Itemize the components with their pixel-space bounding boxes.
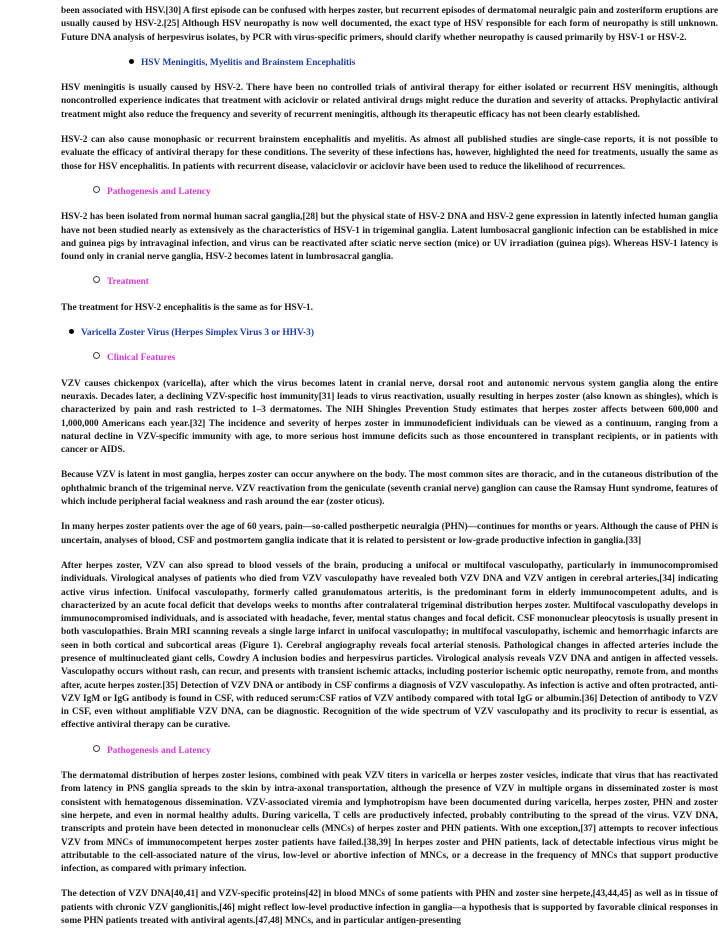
heading-vzv xyxy=(61,327,718,340)
heading-hsv-meningitis xyxy=(61,57,718,70)
heading-treatment xyxy=(61,276,718,289)
heading-text: Varicella Zoster Virus (Herpes Simplex Virus 3 or HHV-3) xyxy=(81,328,314,339)
paragraph-hsv-meningitis: HSV meningitis is usually caused by HSV-2. There have been no controlled trials of antiviral therapy for either isolated or recurrent HSV meningitis, although noncontrolled experience indicates that treatment with aciclovir or related antiviral drugs might reduce the duration and severity of attacks. Prophylactic antiviral treatment might also reduce the frequency and severity of recurrent meningitis, although its therapeutic efficacy has not been clearly established. xyxy=(61,83,718,120)
paragraph-hsv-neuropathy: been associated with HSV.[30] A first episode can be confused with herpes zoster, but recurrent episodes of dermatomal neuralgic pain and zosteriform eruptions are usually caused by HSV-2.[25] Although HSV neuropathy is now well documented, the exact type of HSV responsible for each form of neuropathy is still unknown. Future DNA analysis of herpesvirus isolates, by PCR with virus-specific primers, should clarify whether neuropathy is caused primarily by HSV-1 or HSV-2. xyxy=(61,6,718,43)
paragraph-vzv-dna-detection: The detection of VZV DNA[40,41] and VZV-specific proteins[42] in blood MNCs of some patients with PHN and zoster sine herpete,[43,44,45] as well as in tissue of patients with chronic VZV ganglionitis,[46] might reflect low-level productive infection in ganglia—a hypothesis that is supported by favorable clinical responses in some PHN patients treated with antiviral agents.[47,48] MNCs, and in particular antigen-presenting xyxy=(61,889,718,927)
paragraph-hsv-latency: HSV-2 has been isolated from normal human sacral ganglia,[28] but the physical state of HSV-2 DNA and HSV-2 gene expression in latently infected human ganglia have not been studied nearly as extensively as the characteristics of HSV-1 in trigeminal ganglia. Latent lumbosacral ganglionic infection can be established in mice and guinea pigs by intravaginal infection, and virus can be reactivated after sciatic nerve section (mice) or UV irradiation (guinea pigs). Whereas HSV-1 latency is found only in cranial nerve ganglia, HSV-2 becomes latent in lumbrosacral ganglia. xyxy=(61,212,718,263)
paragraph-hsv-treatment: The treatment for HSV-2 encephalitis is the same as for HSV-1. xyxy=(61,302,313,313)
paragraph-vzv-chickenpox: VZV causes chickenpox (varicella), after which the virus becomes latent in cranial nerve, dorsal root and autonomic nervous system ganglia along the entire neuraxis. Decades later, a declining VZV-specific host immunity[31] leads to virus reactivation, usually resulting in herpes zoster (also known as shingles), which is characterized by pain and rash restricted to 1–3 dermatomes. The NIH Shingles Prevention Study estimates that herpes zoster affects between 600,000 and 1,000,000 Americans each year.[32] The incidence and severity of herpes zoster in immunodeficient individuals can be viewed as a continuum, ranging from a natural decline in VZV-specific immunity with age, to more serious host immune deficits such as those encountered in transplant recipients, or in patients with cancer or AIDS. xyxy=(61,378,718,456)
heading-pathogenesis-hsv xyxy=(61,186,718,199)
paragraph-hsv-brainstem: HSV-2 can also cause monophasic or recurrent brainstem encephalitis and myelitis. As almost all published studies are single-case reports, it is not possible to evaluate the efficacy of antiviral therapy for these conditions. The severity of these infections has, however, highlighted the need for treatments, usually the same as those for HSV encephalitis. In patients with recurrent disease, valaciclovir or aciclovir have been used to reduce the likelihood of recurrences. xyxy=(61,135,718,172)
heading-text: Treatment xyxy=(107,277,149,288)
heading-pathogenesis-vzv xyxy=(61,745,718,758)
bullet-disc-icon xyxy=(69,329,74,334)
bullet-disc-icon xyxy=(129,59,134,64)
heading-text: Clinical Features xyxy=(107,353,176,364)
paragraph-phn: In many herpes zoster patients over the age of 60 years, pain—so-called postherpetic neuralgia (PHN)—continues for months or years. Although the cause of PHN is uncertain, analyses of blood, CSF and postmortem ganglia indicate that it is related to persistent or low-grade productive infection in ganglia.[33] xyxy=(61,522,718,546)
heading-clinical-features xyxy=(61,352,718,365)
bullet-circle-icon xyxy=(93,276,100,283)
paragraph-vzv-latent: Because VZV is latent in most ganglia, herpes zoster can occur anywhere on the body. The most common sites are thoracic, and in the cutaneous distribution of the ophthalmic branch of the trigeminal nerve. VZV reactivation from the geniculate (seventh cranial nerve) ganglion can cause the Ramsay Hunt syndrome, features of which include peripheral facial weakness and rash around the ear (zoster oticus). xyxy=(61,470,718,508)
bullet-circle-icon xyxy=(93,745,100,752)
heading-text: HSV Meningitis, Myelitis and Brainstem Encephalitis xyxy=(141,57,356,68)
bullet-circle-icon xyxy=(93,186,100,193)
heading-text: Pathogenesis and Latency xyxy=(107,745,211,756)
heading-text: Pathogenesis and Latency xyxy=(107,186,211,197)
paragraph-dermatomal: The dermatomal distribution of herpes zoster lesions, combined with peak VZV titers in varicella or herpes zoster vesicles, indicate that virus that has reactivated from latency in PNS ganglia spreads to the skin by intra-axonal transportation, although the presence of VZV in multiple organs in disseminated zoster is most consistent with hematogenous dissemination. VZV-associated viremia and lymphotropism have been documented during varicella, herpes zoster, PHN and zoster sine herpete, and even in normal healthy adults. During varicella, T cells are productively infected, probably contributing to the spread of the virus. VZV DNA, transcripts and protein have been detected in mononuclear cells (MNCs) of herpes zoster and PHN patients. With one exception,[37] attempts to recover infectious VZV from MNCs of immunocompetent herpes zoster patients have failed.[38,39] In herpes zoster and PHN patients, lack of detectable infectious virus might be attributable to the cell-associated nature of the virus, low-level or abortive infection of MNCs, or a decrease in the frequency of MNCs that support productive infection, as compared with primary infection. xyxy=(61,771,718,875)
paragraph-vzv-vasculopathy: After herpes zoster, VZV can also spread to blood vessels of the brain, producing a unifocal or multifocal vasculopathy, particularly in immunocompromised individuals. Virological analyses of patients who died from VZV vasculopathy have revealed both VZV DNA and VZV antigen in cerebral arteries,[34] indicating active virus infection. Unifocal vasculopathy, formerly called granulomatous arteritis, is the predominant form in elderly immunocompetent adults, and is characterized by an acute focal deficit that develops weeks to months after contralateral trigeminal distribution herpes zoster. Multifocal vasculopathy develops in immunocompromised individuals, and is associated with headache, fever, mental status changes and focal deficit. CSF mononuclear pleocytosis is usually present in both vasculopathies. Brain MRI scanning reveals a single large infarct in unifocal vasculopathy; in multifocal vasculopathy, ischemic and hemorrhagic infarcts are seen in both cortical and subcortical areas (Figure 1). Cerebral angiography reveals focal arterial stenosis. Pathological changes in affected arteries include the presence of multinucleated giant cells, Cowdry A inclusion bodies and herpesvirus particles. Virological analysis reveals VZV DNA and antigen in affected vessels. Vasculopathy occurs without rash, can recur, and presents with transient ischemic attacks, including posterior ischemic optic neuropathy, remote from, and months after, acute herpes zoster.[35] Detection of VZV DNA or antibody in CSF confirms a diagnosis of VZV vasculopathy. As infection is active and often protracted, anti-VZV IgM or IgG antibody is found in CSF, with reduced serum:CSF ratios of VZV antibody compared with total IgG or albumin.[36] Detection of antibody to VZV in CSF, even without amplifiable VZV DNA, can be diagnostic. Recognition of the wide spectrum of VZV vasculopathy and its proclivity to recur is essential, as effective antiviral therapy can be curative. xyxy=(61,560,718,731)
bullet-circle-icon xyxy=(93,352,100,359)
